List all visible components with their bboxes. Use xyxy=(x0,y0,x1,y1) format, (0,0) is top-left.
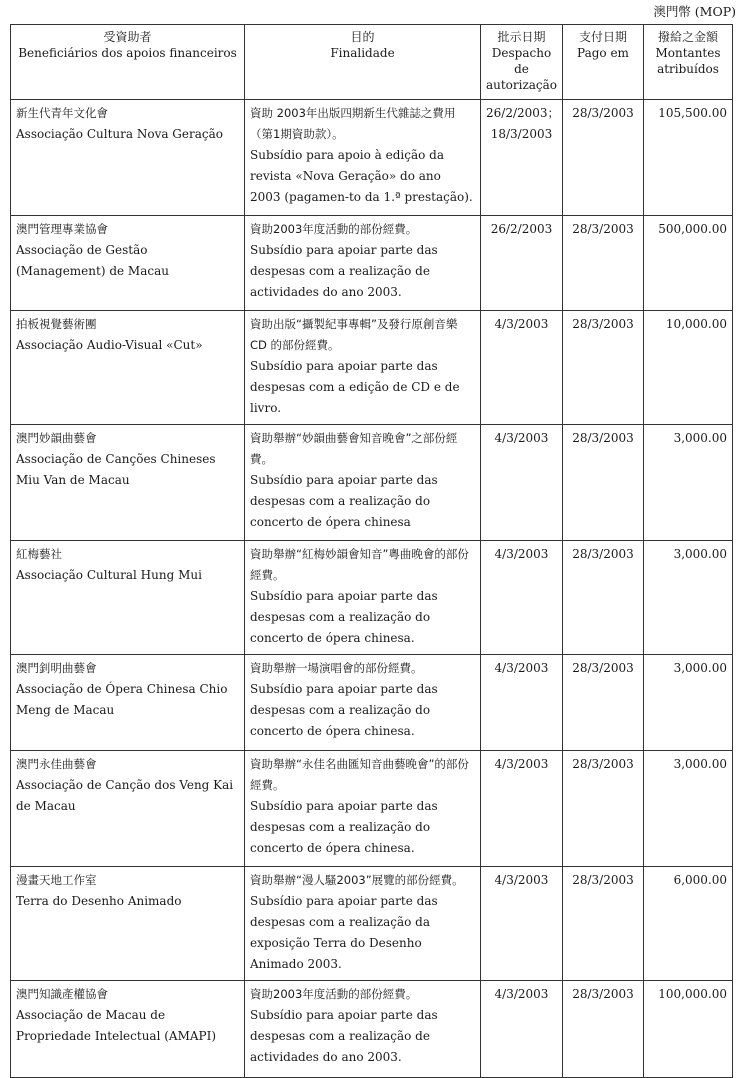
purpose-pt: Subsídio para apoio à edição da revista «Nova Geração» do ano 2003 (pagamen-to da 1.ª prestação). xyxy=(250,148,473,204)
amount: 105,500.00 xyxy=(644,100,733,216)
beneficiary-name-zh: 漫畫天地工作室 xyxy=(16,873,97,887)
header-amount xyxy=(644,25,733,100)
paid-date: 28/3/2003 xyxy=(563,100,644,216)
header-despatch xyxy=(481,25,563,100)
table-row xyxy=(11,216,733,311)
amount: 3,000.00 xyxy=(644,655,733,751)
despatch-date: 4/3/2003 xyxy=(481,541,563,655)
table-row xyxy=(11,867,733,981)
header-purpose-zh: 目的 xyxy=(350,30,375,44)
despatch-date: 4/3/2003 xyxy=(481,751,563,867)
amount: 3,000.00 xyxy=(644,541,733,655)
paid-date: 28/3/2003 xyxy=(563,425,644,541)
paid-date: 28/3/2003 xyxy=(563,751,644,867)
purpose-pt: Subsídio para apoiar parte das despesas com a realização do concerto de ópera chinesa xyxy=(250,473,438,529)
purpose-pt: Subsídio para apoiar parte das despesas com a realização de actividades do ano 2003. xyxy=(250,1008,438,1064)
beneficiary-name-zh: 紅梅藝社 xyxy=(16,547,62,561)
purpose-zh: 資助舉辦“漫人騷2003”展覽的部份經費。 xyxy=(250,873,464,887)
header-paid-zh: 支付日期 xyxy=(578,30,627,44)
header-beneficiary-zh: 受資助者 xyxy=(103,30,152,44)
amount: 100,000.00 xyxy=(644,981,733,1078)
amount: 3,000.00 xyxy=(644,425,733,541)
purpose-cell xyxy=(245,867,481,981)
header-beneficiary xyxy=(11,25,245,100)
table-row xyxy=(11,425,733,541)
purpose-pt: Subsídio para apoiar parte das despesas com a realização da exposição Terra do Desenho Animado 2003. xyxy=(250,894,438,971)
table-row xyxy=(11,751,733,867)
currency-label: 澳門幣 (MOP) xyxy=(653,4,736,19)
beneficiary-name-zh: 拍板視覺藝術團 xyxy=(16,317,97,331)
header-despatch-zh: 批示日期 xyxy=(497,30,546,44)
purpose-cell xyxy=(245,100,481,216)
beneficiary-cell xyxy=(11,751,245,867)
header-paid-pt: Pago em xyxy=(577,46,629,60)
header-amount-zh: 撥給之金額 xyxy=(657,30,718,44)
purpose-cell xyxy=(245,655,481,751)
purpose-zh: 資助2003年度活動的部份經費。 xyxy=(250,222,418,236)
despatch-date: 4/3/2003 xyxy=(481,311,563,425)
amount: 3,000.00 xyxy=(644,751,733,867)
despatch-date: 26/2/2003；18/3/2003 xyxy=(481,100,563,216)
beneficiary-cell xyxy=(11,541,245,655)
table-row xyxy=(11,541,733,655)
beneficiary-name-zh: 澳門永佳曲藝會 xyxy=(16,757,97,771)
beneficiary-name-zh: 澳門知識產權協會 xyxy=(16,987,108,1001)
beneficiary-name-pt: Associação de Gestão (Management) de Macau xyxy=(16,243,169,278)
beneficiary-name-pt: Associação de Canção dos Veng Kai de Macau xyxy=(16,778,234,813)
purpose-cell xyxy=(245,541,481,655)
table-row xyxy=(11,981,733,1078)
purpose-zh: 資助2003年度活動的部份經費。 xyxy=(250,987,418,1001)
purpose-cell xyxy=(245,751,481,867)
beneficiary-cell xyxy=(11,867,245,981)
purpose-pt: Subsídio para apoiar parte das despesas com a realização do concerto de ópera chinesa. xyxy=(250,589,438,645)
purpose-zh: 資助舉辦“妙韻曲藝會知音晚會”之部份經費。 xyxy=(250,431,458,466)
purpose-pt: Subsídio para apoiar parte das despesas com a edição de CD e de livro. xyxy=(250,359,460,415)
purpose-cell xyxy=(245,425,481,541)
beneficiary-name-pt: Associação Audio-Visual «Cut» xyxy=(16,338,203,352)
purpose-zh: 資助舉辦“紅梅妙韻會知音”粵曲晚會的部份經費。 xyxy=(250,547,469,582)
despatch-date: 4/3/2003 xyxy=(481,981,563,1078)
header-beneficiary-pt: Beneficiários dos apoios financeiros xyxy=(18,46,237,60)
header-paid xyxy=(563,25,644,100)
purpose-cell xyxy=(245,981,481,1078)
header-row xyxy=(11,25,733,100)
beneficiary-name-zh: 澳門妙韻曲藝會 xyxy=(16,431,97,445)
purpose-zh: 資助 2003年出版四期新生代雜誌之費用（第1期資助款）。 xyxy=(250,106,456,141)
beneficiary-cell xyxy=(11,425,245,541)
despatch-date: 4/3/2003 xyxy=(481,867,563,981)
purpose-zh: 資助舉辦“永佳名曲匯知音曲藝晚會”的部份經費。 xyxy=(250,757,469,792)
beneficiary-name-pt: Associação de Canções Chineses Miu Van de Macau xyxy=(16,452,216,487)
paid-date: 28/3/2003 xyxy=(563,541,644,655)
table-row xyxy=(11,100,733,216)
table-row xyxy=(11,655,733,751)
header-purpose-pt: Finalidade xyxy=(330,46,395,60)
beneficiary-name-pt: Associação de Ópera Chinesa Chio Meng de Macau xyxy=(16,682,228,717)
despatch-date: 4/3/2003 xyxy=(481,425,563,541)
beneficiary-name-pt: Associação Cultura Nova Geração xyxy=(16,127,223,141)
paid-date: 28/3/2003 xyxy=(563,216,644,311)
purpose-cell xyxy=(245,311,481,425)
purpose-zh: 資助舉辦一場演唱會的部份經費。 xyxy=(250,661,423,675)
purpose-pt: Subsídio para apoiar parte das despesas com a realização do concerto de ópera chinesa. xyxy=(250,799,438,855)
purpose-zh: 資助出版“攝製紀事專輯”及發行原創音樂 CD 的部份經費。 xyxy=(250,317,458,352)
purpose-pt: Subsídio para apoiar parte das despesas com a realização do concerto de ópera chinesa. xyxy=(250,682,438,738)
amount: 10,000.00 xyxy=(644,311,733,425)
beneficiary-name-pt: Terra do Desenho Animado xyxy=(16,894,182,908)
beneficiary-cell xyxy=(11,100,245,216)
beneficiary-name-zh: 澳門釗明曲藝會 xyxy=(16,661,97,675)
beneficiary-cell xyxy=(11,311,245,425)
paid-date: 28/3/2003 xyxy=(563,867,644,981)
beneficiary-name-zh: 新生代青年文化會 xyxy=(16,106,108,120)
header-amount-pt: Montantes atribuídos xyxy=(655,46,721,76)
beneficiary-name-zh: 澳門管理專業協會 xyxy=(16,222,108,236)
paid-date: 28/3/2003 xyxy=(563,981,644,1078)
despatch-date: 4/3/2003 xyxy=(481,655,563,751)
header-despatch-pt: Despacho de autorização xyxy=(485,46,558,92)
purpose-cell xyxy=(245,216,481,311)
paid-date: 28/3/2003 xyxy=(563,655,644,751)
beneficiary-name-pt: Associação Cultural Hung Mui xyxy=(16,568,202,582)
beneficiary-cell xyxy=(11,216,245,311)
amount: 500,000.00 xyxy=(644,216,733,311)
paid-date: 28/3/2003 xyxy=(563,311,644,425)
grants-table xyxy=(10,24,733,1078)
beneficiary-cell xyxy=(11,655,245,751)
despatch-date: 26/2/2003 xyxy=(481,216,563,311)
header-purpose xyxy=(245,25,481,100)
amount: 6,000.00 xyxy=(644,867,733,981)
beneficiary-name-pt: Associação de Macau de Propriedade Intelectual (AMAPI) xyxy=(16,1008,217,1043)
purpose-pt: Subsídio para apoiar parte das despesas com a realização de actividades do ano 2003. xyxy=(250,243,438,299)
table-row xyxy=(11,311,733,425)
beneficiary-cell xyxy=(11,981,245,1078)
